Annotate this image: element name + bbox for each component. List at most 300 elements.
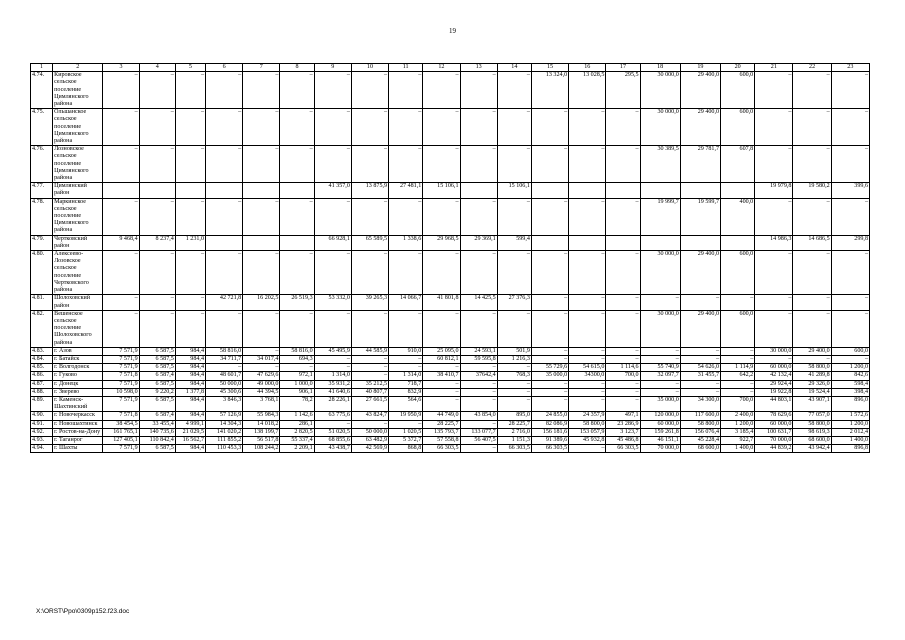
table-cell — [606, 183, 640, 198]
table-cell: 66 928,1 — [314, 235, 351, 250]
table-cell — [640, 183, 680, 198]
table-cell: 564,6 — [389, 396, 423, 411]
table-cell: 58 816,0 — [280, 347, 314, 355]
table-row — [31, 364, 870, 372]
table-cell: 30 000,0 — [755, 347, 793, 355]
table-cell: 700,0 — [721, 396, 755, 411]
table-cell: – — [755, 146, 793, 183]
table-cell: 400,0 — [721, 198, 755, 235]
table-cell: 65 589,5 — [351, 235, 388, 250]
table-cell: 57 126,9 — [206, 412, 243, 420]
row-municipality-name: г. Волгодонск — [53, 364, 103, 372]
table-cell — [721, 183, 755, 198]
column-header: 16 — [569, 64, 606, 72]
table-row — [31, 388, 870, 396]
table-cell: 1 200,0 — [831, 420, 869, 428]
table-cell: 7 571,9 — [103, 396, 139, 411]
table-cell: – — [569, 347, 606, 355]
table-cell: 120 000,0 — [640, 412, 680, 420]
table-cell: 19 999,7 — [640, 198, 680, 235]
table-cell: 29 781,7 — [680, 146, 720, 183]
table-cell: – — [351, 372, 388, 380]
table-cell: 100 631,7 — [755, 428, 793, 436]
table-cell: – — [460, 72, 497, 109]
table-cell: – — [606, 198, 640, 235]
table-cell: – — [497, 364, 531, 372]
table-cell: 15 106,1 — [497, 183, 531, 198]
column-header: 17 — [606, 64, 640, 72]
table-cell: 6 587,5 — [139, 347, 175, 355]
table-cell: – — [497, 310, 531, 347]
table-cell: 138 199,7 — [243, 428, 280, 436]
table-cell: 45 486,8 — [606, 436, 640, 444]
table-cell: – — [721, 295, 755, 310]
table-cell: – — [243, 310, 280, 347]
table-cell: – — [831, 310, 869, 347]
table-cell: – — [831, 295, 869, 310]
table-cell — [103, 183, 139, 198]
table-cell: 29 326,0 — [793, 380, 831, 388]
table-cell: 43 824,7 — [351, 412, 388, 420]
table-cell: – — [389, 355, 423, 363]
table-cell: 868,8 — [389, 445, 423, 453]
table-row — [31, 372, 870, 380]
row-municipality-name: г. Новошахтинск — [53, 420, 103, 428]
table-cell: – — [831, 109, 869, 146]
table-cell: 46 151,1 — [640, 436, 680, 444]
table-cell — [531, 235, 568, 250]
column-header: 6 — [206, 64, 243, 72]
table-cell: 718,7 — [389, 380, 423, 388]
row-municipality-name: г. Таганрог — [53, 436, 103, 444]
table-cell — [243, 183, 280, 198]
table-cell: – — [243, 198, 280, 235]
table-cell: – — [755, 251, 793, 295]
row-number: 4.87. — [31, 380, 53, 388]
table-cell: 55 337,4 — [280, 436, 314, 444]
table-cell: – — [793, 198, 831, 235]
table-cell: 497,1 — [606, 412, 640, 420]
budget-table — [30, 63, 870, 453]
row-number: 4.94. — [31, 445, 53, 453]
table-cell: 29 400,0 — [680, 72, 720, 109]
table-cell: – — [497, 388, 531, 396]
table-cell: 78,2 — [280, 396, 314, 411]
table-cell: 39 265,3 — [351, 295, 388, 310]
table-cell: 60 812,1 — [423, 355, 460, 363]
table-cell: 37642,4 — [460, 372, 497, 380]
table-cell: 153 057,9 — [569, 428, 606, 436]
table-cell: 6 587,5 — [139, 355, 175, 363]
table-cell: – — [314, 146, 351, 183]
table-cell: 42 721,8 — [206, 295, 243, 310]
table-cell: 45 300,6 — [206, 388, 243, 396]
table-cell: 19 524,4 — [793, 388, 831, 396]
table-cell: – — [755, 198, 793, 235]
table-cell: 1 200,0 — [831, 364, 869, 372]
table-cell: 896,0 — [831, 396, 869, 411]
table-cell: 31 455,7 — [680, 372, 720, 380]
table-cell: – — [680, 380, 720, 388]
table-cell: – — [640, 295, 680, 310]
table-cell: 156 181,6 — [531, 428, 568, 436]
table-cell: – — [103, 109, 139, 146]
table-cell: – — [755, 310, 793, 347]
table-cell — [606, 235, 640, 250]
table-cell: – — [139, 295, 175, 310]
table-cell: – — [103, 310, 139, 347]
table-cell: 1 314,0 — [389, 372, 423, 380]
row-municipality-name: г. Гуково — [53, 372, 103, 380]
table-cell: – — [793, 72, 831, 109]
table-cell: 399,6 — [831, 183, 869, 198]
table-cell: – — [103, 146, 139, 183]
table-cell: – — [640, 380, 680, 388]
table-cell: 70 000,0 — [640, 445, 680, 453]
table-row — [31, 436, 870, 444]
table-cell: – — [314, 251, 351, 295]
table-cell: 68 600,0 — [680, 445, 720, 453]
table-cell: 29 400,0 — [680, 310, 720, 347]
table-cell: 14 018,2 — [243, 420, 280, 428]
table-cell: 6 587,4 — [139, 372, 175, 380]
table-cell: 14 986,3 — [755, 235, 793, 250]
row-number: 4.79. — [31, 235, 53, 250]
column-header: 1 — [31, 64, 53, 72]
table-cell: 295,5 — [606, 72, 640, 109]
table-cell: 9 468,4 — [103, 235, 139, 250]
table-cell: – — [389, 251, 423, 295]
table-cell: 60 000,0 — [755, 420, 793, 428]
table-cell: 34 300,0 — [680, 396, 720, 411]
table-cell: 30 000,0 — [640, 310, 680, 347]
table-cell: – — [103, 295, 139, 310]
table-cell: 642,2 — [721, 372, 755, 380]
table-cell: 6 587,5 — [139, 396, 175, 411]
table-cell: – — [351, 251, 388, 295]
table-row — [31, 355, 870, 363]
table-cell: – — [314, 198, 351, 235]
column-header: 18 — [640, 64, 680, 72]
table-cell: 13 875,9 — [351, 183, 388, 198]
table-cell: – — [423, 388, 460, 396]
table-cell: 3 768,1 — [243, 396, 280, 411]
table-cell: 984,4 — [175, 396, 205, 411]
table-cell: 51 020,5 — [314, 428, 351, 436]
table-cell: 1 216,3 — [497, 355, 531, 363]
table-cell: 895,0 — [497, 412, 531, 420]
table-cell: 43 438,7 — [314, 445, 351, 453]
table-cell: 44 839,2 — [755, 445, 793, 453]
table-cell: 43 907,1 — [793, 396, 831, 411]
table-cell: 19 950,9 — [389, 412, 423, 420]
table-cell: 1 338,6 — [389, 235, 423, 250]
table-cell: 30 000,0 — [640, 251, 680, 295]
table-cell: 1 000,0 — [280, 380, 314, 388]
table-cell: 984,4 — [175, 364, 205, 372]
table-cell: – — [531, 295, 568, 310]
table-cell: 55 984,3 — [243, 412, 280, 420]
table-cell: 599,4 — [497, 235, 531, 250]
table-cell: – — [606, 310, 640, 347]
table-cell: 3 123,7 — [606, 428, 640, 436]
table-cell: 30 000,0 — [640, 72, 680, 109]
row-number: 4.77. — [31, 183, 53, 198]
table-cell: 29 400,0 — [680, 251, 720, 295]
column-header: 3 — [103, 64, 139, 72]
table-cell — [175, 183, 205, 198]
table-cell: 832,9 — [389, 388, 423, 396]
table-cell: 68 855,6 — [314, 436, 351, 444]
table-cell: – — [569, 251, 606, 295]
table-cell: – — [423, 146, 460, 183]
row-municipality-name: Маркинское сельское поселение Цимлянского района — [53, 198, 103, 235]
table-cell: 41 289,8 — [793, 372, 831, 380]
column-header: 23 — [831, 64, 869, 72]
table-cell: 30 000,0 — [640, 109, 680, 146]
table-cell: – — [606, 347, 640, 355]
table-cell: 44 749,0 — [423, 412, 460, 420]
table-cell: – — [389, 72, 423, 109]
table-cell: 694,3 — [280, 355, 314, 363]
row-municipality-name: Шолоховский район — [53, 295, 103, 310]
table-cell: 1 314,0 — [314, 372, 351, 380]
table-cell — [680, 183, 720, 198]
table-row — [31, 72, 870, 109]
table-cell: 984,4 — [175, 380, 205, 388]
table-cell: – — [831, 251, 869, 295]
table-cell: 54 615,0 — [569, 364, 606, 372]
table-cell: – — [423, 198, 460, 235]
table-cell: 14 686,5 — [793, 235, 831, 250]
table-cell: – — [206, 146, 243, 183]
table-cell: 27 661,5 — [351, 396, 388, 411]
row-municipality-name: Цимлянский район — [53, 183, 103, 198]
table-cell: 598,4 — [831, 380, 869, 388]
table-cell: – — [206, 109, 243, 146]
table-cell: – — [569, 146, 606, 183]
table-cell: – — [351, 198, 388, 235]
table-cell: – — [606, 146, 640, 183]
table-cell: 600,0 — [721, 251, 755, 295]
row-municipality-name: г. Ростов-на-Дону — [53, 428, 103, 436]
table-cell: – — [460, 310, 497, 347]
table-cell: – — [531, 388, 568, 396]
row-municipality-name: Алексеево-Лозовское сельское поселение Чертковского района — [53, 251, 103, 295]
table-cell: – — [793, 355, 831, 363]
row-number: 4.90. — [31, 412, 53, 420]
row-municipality-name: Лозновское сельское поселение Цимлянского района — [53, 146, 103, 183]
table-cell: 28 226,1 — [314, 396, 351, 411]
table-cell: 19 580,2 — [793, 183, 831, 198]
table-cell: 29 924,4 — [755, 380, 793, 388]
table-cell: – — [793, 109, 831, 146]
table-cell: – — [531, 310, 568, 347]
table-row — [31, 295, 870, 310]
table-cell — [569, 235, 606, 250]
table-cell: – — [793, 295, 831, 310]
table-cell: 82 086,9 — [531, 420, 568, 428]
table-cell: 7 571,9 — [103, 445, 139, 453]
table-cell: 24 855,0 — [531, 412, 568, 420]
table-cell: – — [531, 109, 568, 146]
table-cell: 42 569,9 — [351, 445, 388, 453]
table-cell: 50 000,0 — [351, 428, 388, 436]
row-number: 4.92. — [31, 428, 53, 436]
table-cell: 110 842,4 — [139, 436, 175, 444]
table-cell: 10 598,0 — [103, 388, 139, 396]
row-municipality-name: г. Шахты — [53, 445, 103, 453]
table-cell: – — [243, 364, 280, 372]
table-cell: – — [280, 109, 314, 146]
table-cell: 140 735,6 — [139, 428, 175, 436]
table-cell: 161 765,1 — [103, 428, 139, 436]
table-row — [31, 198, 870, 235]
table-cell: – — [389, 109, 423, 146]
table-cell: – — [351, 72, 388, 109]
table-cell: – — [243, 251, 280, 295]
row-municipality-name: г. Зверево — [53, 388, 103, 396]
table-cell: 35 212,5 — [351, 380, 388, 388]
column-header: 15 — [531, 64, 568, 72]
table-cell: 50 000,0 — [206, 380, 243, 388]
row-number: 4.89. — [31, 396, 53, 411]
table-cell: – — [531, 198, 568, 235]
table-cell: – — [103, 251, 139, 295]
table-cell: 48 601,7 — [206, 372, 243, 380]
table-cell: 1 200,0 — [721, 420, 755, 428]
table-cell: 842,6 — [831, 372, 869, 380]
table-cell: 56 407,5 — [460, 436, 497, 444]
table-cell: 29 968,5 — [423, 235, 460, 250]
table-cell: – — [103, 72, 139, 109]
table-cell: 25 095,0 — [423, 347, 460, 355]
table-cell: 1 400,0 — [831, 436, 869, 444]
table-cell: – — [206, 72, 243, 109]
table-cell: – — [175, 72, 205, 109]
table-cell: – — [175, 198, 205, 235]
table-cell: 600,0 — [721, 109, 755, 146]
table-cell: 44 585,9 — [351, 347, 388, 355]
table-cell: – — [569, 109, 606, 146]
table-cell: – — [606, 388, 640, 396]
row-municipality-name: г. Азов — [53, 347, 103, 355]
table-cell: 38 410,7 — [423, 372, 460, 380]
table-cell: 2 820,5 — [280, 428, 314, 436]
column-header: 8 — [280, 64, 314, 72]
table-cell: 7 571,8 — [103, 412, 139, 420]
table-cell: 35 000,0 — [531, 372, 568, 380]
table-cell: – — [680, 347, 720, 355]
table-cell: 896,8 — [831, 445, 869, 453]
table-cell: 3 846,3 — [206, 396, 243, 411]
table-cell: 41 801,8 — [423, 295, 460, 310]
table-cell: – — [351, 355, 388, 363]
table-cell: – — [755, 355, 793, 363]
table-cell: 7 571,9 — [103, 355, 139, 363]
table-cell: – — [721, 355, 755, 363]
column-header: 2 — [53, 64, 103, 72]
row-number: 4.82. — [31, 310, 53, 347]
table-cell: 59 595,8 — [460, 355, 497, 363]
table-cell: 29 400,0 — [793, 347, 831, 355]
table-cell — [460, 183, 497, 198]
table-row — [31, 412, 870, 420]
table-cell: – — [423, 109, 460, 146]
table-cell: 15 106,1 — [423, 183, 460, 198]
table-cell: 63 482,9 — [351, 436, 388, 444]
table-cell: 32 097,7 — [640, 372, 680, 380]
table-row — [31, 183, 870, 198]
table-cell: 7 571,8 — [103, 372, 139, 380]
table-cell: – — [460, 146, 497, 183]
table-cell: 1 377,8 — [175, 388, 205, 396]
row-municipality-name: Ольшанское сельское поселение Цимлянского района — [53, 109, 103, 146]
table-cell: – — [569, 310, 606, 347]
table-cell: 600,0 — [721, 310, 755, 347]
table-cell: – — [606, 396, 640, 411]
row-municipality-name: Кировское сельское поселение Цимлянского района — [53, 72, 103, 109]
table-cell: 133 077,7 — [460, 428, 497, 436]
table-cell: 984,4 — [175, 412, 205, 420]
table-cell: – — [606, 380, 640, 388]
table-cell: 45 495,9 — [314, 347, 351, 355]
table-cell: – — [531, 380, 568, 388]
table-cell: – — [793, 310, 831, 347]
table-cell: – — [531, 146, 568, 183]
table-cell: 29 400,0 — [680, 109, 720, 146]
table-cell: 66 303,5 — [531, 445, 568, 453]
row-number: 4.75. — [31, 109, 53, 146]
table-cell: 156 076,4 — [680, 428, 720, 436]
table-cell: 8 237,4 — [139, 235, 175, 250]
row-municipality-name: Чертковский район — [53, 235, 103, 250]
table-cell: 700,0 — [606, 372, 640, 380]
table-cell: 26 519,3 — [280, 295, 314, 310]
table-cell: 906,1 — [280, 388, 314, 396]
table-cell — [569, 183, 606, 198]
table-cell: – — [314, 109, 351, 146]
table-cell: – — [423, 396, 460, 411]
table-cell: 1 572,6 — [831, 412, 869, 420]
table-cell: – — [606, 295, 640, 310]
table-cell: 55 729,6 — [531, 364, 568, 372]
table-cell: 43 942,4 — [793, 445, 831, 453]
table-cell: – — [497, 251, 531, 295]
table-cell — [721, 235, 755, 250]
table-cell: – — [243, 72, 280, 109]
table-cell: 45 228,4 — [680, 436, 720, 444]
table-cell: – — [721, 388, 755, 396]
table-cell: 42 132,4 — [755, 372, 793, 380]
table-cell: – — [497, 146, 531, 183]
table-cell: 38 454,5 — [103, 420, 139, 428]
table-row — [31, 347, 870, 355]
column-header: 9 — [314, 64, 351, 72]
table-cell: – — [460, 364, 497, 372]
table-cell: – — [606, 109, 640, 146]
table-cell: – — [680, 388, 720, 396]
table-cell: 34300,0 — [569, 372, 606, 380]
table-cell: – — [531, 396, 568, 411]
table-cell: 56 517,8 — [243, 436, 280, 444]
table-cell: 6 587,4 — [139, 412, 175, 420]
table-cell: 4 999,1 — [175, 420, 205, 428]
table-cell: – — [606, 355, 640, 363]
table-cell: 984,4 — [175, 355, 205, 363]
table-cell: – — [175, 251, 205, 295]
table-cell: 1 231,0 — [175, 235, 205, 250]
